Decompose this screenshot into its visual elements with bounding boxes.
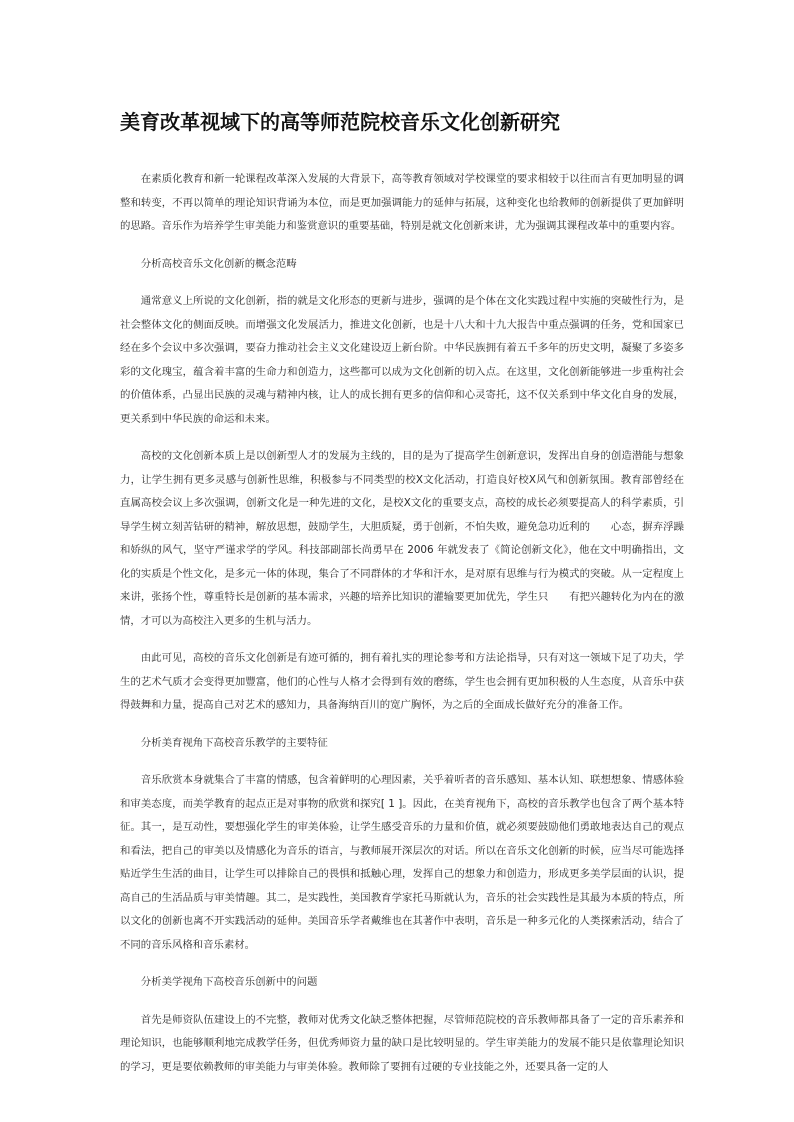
- intro-paragraph: 在素质化教育和新一轮课程改革深入发展的大背景下，高等教育领域对学校课堂的要求相较于以往而言有更加明显的调整和转变，不再以简单的理论知识背诵为本位，而是更加强调能力的延伸与拓展，这种变化也给教师的创新提供了更加鲜明的思路。音乐作为培养学生审美能力和鉴赏意识的重要基础，特别是就文化创新来讲，尤为强调其课程改革中的重要内容。: [120, 173, 684, 232]
- document-title: 美育改革视域下的高等师范院校音乐文化创新研究: [120, 110, 560, 134]
- body-paragraph: 首先是师资队伍建设上的不完整，教师对优秀文化缺乏整体把握，尽管师范院校的音乐教师都具备了一定的音乐素养和理论知识，也能够顺利地完成教学任务，但优秀师资力量的缺口是比较明显的。学生审美能力的发展不能只是依靠理论知识的学习，更是要依赖教师的审美能力与审美体验。教师除了要拥有过硬的专业技能之外，还要具备一定的人: [120, 1013, 684, 1073]
- body-paragraph: 音乐欣赏本身就集合了丰富的情感，包含着鲜明的心理因素，关乎着听者的音乐感知、基本认知、联想想象、情感体验和审美态度，而美学教育的起点正是对事物的欣赏和探究[ 1 ]。因此，在美育视角下，高校的音乐教学也包含了两个基本特征。其一，是互动性，要想强化学生的审美体验，让学生感受音乐的力量和价值，就必须要鼓励他们勇敢地表达自己的观点和看法，把自己的审美以及情感化为音乐的语言，与教师展开深层次的对话。所以在音乐文化创新的时候，应当尽可能选择贴近学生生活的曲目，让学生可以排除自己的畏惧和抵触心理，发挥自己的想象力和创造力，形成更多美学层面的认识，提高自己的生活品质与审美情趣。其二，是实践性，美国教育学家托马斯就认为，音乐的社会实践性是其最为本质的特点，所以文化的创新也离不开实践活动的延伸。美国音乐学者戴维也在其著作中表明，音乐是一种多元化的人类探索活动，结合了不同的音乐风格和音乐素材。: [120, 774, 684, 951]
- section-heading: 分析美学视角下高校音乐创新中的问题: [140, 976, 318, 988]
- section-heading: 分析高校音乐文化创新的概念范畴: [140, 257, 297, 270]
- body-paragraph: 通常意义上所说的文化创新，指的就是文化形态的更新与进步，强调的是个体在文化实践过程中实施的突破性行为，是社会整体文化的侧面反映。而增强文化发展活力，推进文化创新，也是十八大和十九大报告中重点强调的任务，党和国家已经在多个会议中多次强调，要奋力推动社会主义文化建设迈上新台阶。中华民族拥有着五千多年的历史文明，凝聚了多姿多彩的文化瑰宝，蕴含着丰富的生命力和创造力，这些都可以成为文化创新的切入点。在这里，文化创新能够进一步重构社会的价值体系，凸显出民族的灵魂与精神内核，让人的成长拥有更多的信仰和心灵寄托，这不仅关系到中华文化自身的发展，更关系到中华民族的命运和未来。: [120, 295, 684, 425]
- document-body: [120, 168, 684, 1093]
- section-heading: 分析美育视角下高校音乐教学的主要特征: [140, 736, 328, 749]
- body-paragraph: 高校的文化创新本质上是以创新型人才的发展为主线的，目的是为了提高学生创新意识，发挥出自身的创造潜能与想象力，让学生拥有更多灵感与创新性思维，积极参与不同类型的校X文化活动，打造良好校X风气和创新氛围。教育部曾经在直属高校会议上多次强调，创新文化是一种先进的文化，是校X文化的重要支点，高校的成长必须要提高人的科学素质，引导学生树立刻苦钻研的精神，解放思想，鼓励学生，大胆质疑，勇于创新，不怕失败，避免急功近利的 心态，摒弃浮躁和娇纵的风气，坚守严谨求学的学风。科技部副部长尚勇早在 2006 年就发表了《简论创新文化》，他在文中明确指出，文化的实质是个性文化，是多元一体的体现，集合了不同群体的才华和汗水，是对原有思维与行为模式的突破。从一定程度上来讲，张扬个性，尊重特长是创新的基本需求，兴趣的培养比知识的灌输要更加优先，学生只 有把兴趣转化为内在的激情，才可以为高校注入更多的生机与活力。: [120, 450, 684, 627]
- body-paragraph: 由此可见，高校的音乐文化创新是有迹可循的，拥有着扎实的理论参考和方法论指导，只有对这一领域下足了功夫，学生的艺术气质才会变得更加豐富，他们的心性与人格才会得到有效的磨练，学生也会拥有更加积极的人生态度，从音乐中获得鼓舞和力量，提高自己对艺术的感知力，具备海纳百川的宽广胸怀，为之后的全面成长做好充分的准备工作。: [120, 652, 684, 711]
